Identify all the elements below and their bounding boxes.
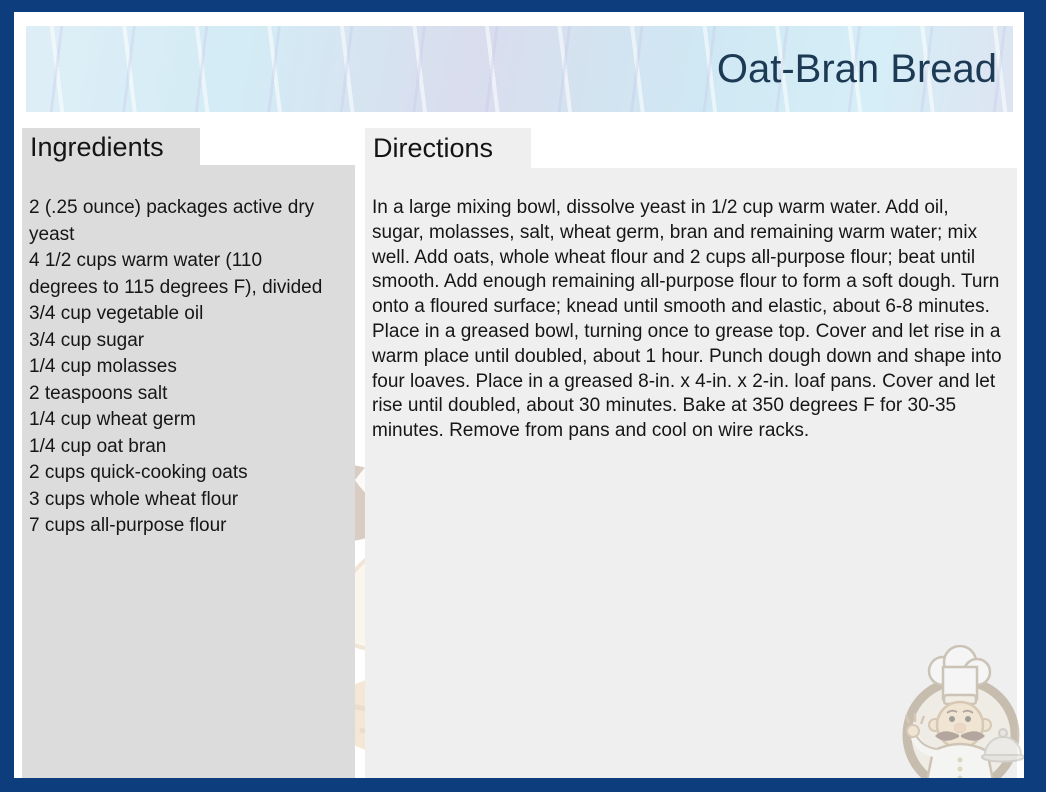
ingredients-header-tab	[22, 128, 200, 166]
directions-heading: Directions	[373, 133, 494, 163]
directions-panel	[365, 168, 1017, 778]
ingredient-item: 4 1/2 cups warm water (110 degrees to 115 degrees F), divided	[29, 250, 323, 298]
ingredient-item: 1/4 cup wheat germ	[29, 409, 196, 430]
ingredient-item: 1/4 cup molasses	[29, 356, 177, 377]
directions-text: In a large mixing bowl, dissolve yeast in 1/2 cup warm water. Add oil, sugar, molasses, salt, wheat germ, bran and remaining warm water; mix well. Add oats, whole wheat flour and 2 cups all-purpose flour; beat until smooth. Add enough remaining all-purpose flour to form a soft dough. Turn onto a floured surface; knead until smooth and elastic, about 6-8 minutes. Place in a greased bowl, turning once to grease top. Cover and let rise in a warm place until doubled, about 1 hour. Punch dough down and shape into four loaves. Place in a greased 8-in. x 4-in. x 2-in. loaf pans. Cover and let rise until doubled, about 30 minutes. Bake at 350 degrees F for 30-35 minutes. Remove from pans and cool on wire racks.	[372, 197, 1002, 442]
ingredients-panel	[22, 165, 355, 778]
ingredient-item: 3 cups whole wheat flour	[29, 488, 239, 510]
ingredient-item: 2 teaspoons salt	[29, 382, 168, 404]
ingredient-item: 2 cups quick-cooking oats	[29, 462, 248, 483]
title-banner	[26, 26, 1013, 112]
ingredient-item: 1/4 cup oat bran	[29, 435, 167, 457]
directions-header-tab	[365, 128, 531, 169]
ingredient-item: 2 (.25 ounce) packages active dry yeast	[29, 197, 315, 245]
ingredient-item: 7 cups all-purpose flour	[29, 515, 227, 536]
ingredients-list	[22, 165, 355, 540]
ingredient-item: 3/4 cup sugar	[29, 329, 145, 351]
recipe-page	[14, 12, 1024, 778]
ingredients-heading: Ingredients	[30, 131, 164, 162]
page-title: Oat-Bran Bread	[716, 47, 997, 91]
ingredient-item: 3/4 cup vegetable oil	[29, 303, 204, 324]
